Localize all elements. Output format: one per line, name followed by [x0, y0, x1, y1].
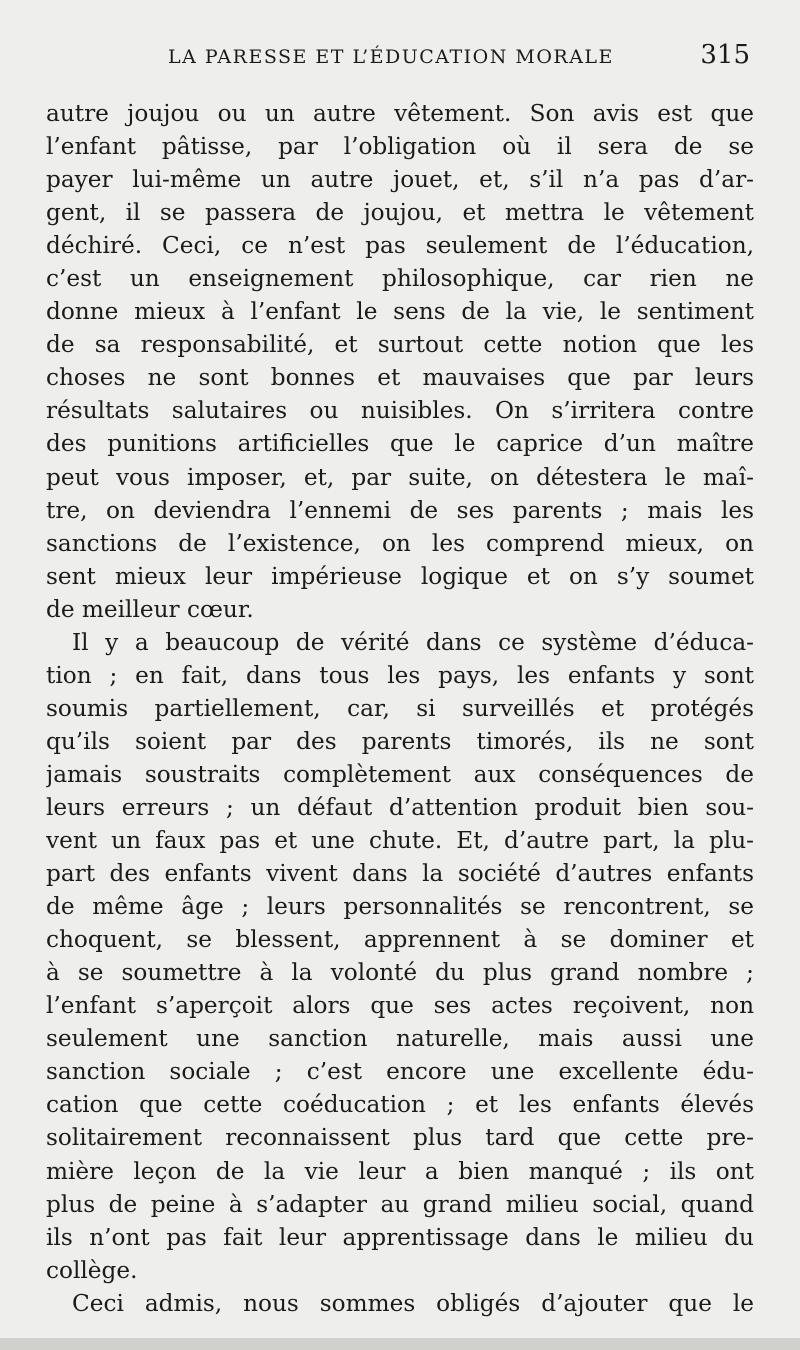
text-line: ils n’ont pas fait leur apprentissage dans le milieu du — [46, 1223, 754, 1251]
text-line: seulement une sanction naturelle, mais aussi une — [46, 1025, 754, 1053]
text-line: mière leçon de la vie leur a bien manqué ; ils ont — [46, 1157, 754, 1185]
text-line: à se soumettre à la volonté du plus grand nombre ; — [46, 959, 754, 987]
running-head: LA PARESSE ET L’ÉDUCATION MORALE — [168, 46, 614, 68]
text-line: part des enfants vivent dans la société d’autres enfants — [46, 860, 754, 888]
text-line: tre, on deviendra l’ennemi de ses parents ; mais les — [46, 496, 754, 524]
text-line: peut vous imposer, et, par suite, on détestera le maî- — [46, 463, 754, 491]
text-line: collège. — [46, 1256, 138, 1284]
paragraph-start-line: Il y a beaucoup de vérité dans ce système d’éduca- — [72, 628, 754, 656]
text-line: choses ne sont bonnes et mauvaises que par leurs — [46, 364, 754, 392]
text-line: gent, il se passera de joujou, et mettra le vêtement — [46, 199, 754, 227]
text-line: leurs erreurs ; un défaut d’attention produit bien sou- — [46, 793, 754, 821]
page-bottom-edge — [0, 1338, 800, 1350]
text-line: de meilleur cœur. — [46, 595, 254, 623]
page-header — [0, 40, 800, 76]
text-line: plus de peine à s’adapter au grand milieu social, quand — [46, 1190, 754, 1218]
text-line: tion ; en fait, dans tous les pays, les enfants y sont — [46, 661, 754, 689]
text-line: l’enfant s’aperçoit alors que ses actes reçoivent, non — [46, 992, 754, 1020]
page-number: 315 — [700, 40, 750, 70]
text-line: jamais soustraits complètement aux conséquences de — [46, 760, 754, 788]
text-line: solitairement reconnaissent plus tard que cette pre- — [46, 1124, 754, 1152]
text-line: soumis partiellement, car, si surveillés et protégés — [46, 694, 754, 722]
text-line: des punitions artificielles que le caprice d’un maître — [46, 430, 754, 458]
text-line: sanctions de l’existence, on les comprend mieux, on — [46, 529, 754, 557]
text-line: sanction sociale ; c’est encore une excellente édu- — [46, 1058, 754, 1086]
text-line: c’est un enseignement philosophique, car rien ne — [46, 265, 754, 293]
text-line: sent mieux leur impérieuse logique et on s’y soumet — [46, 562, 754, 590]
text-line: choquent, se blessent, apprennent à se dominer et — [46, 926, 754, 954]
text-line: de sa responsabilité, et surtout cette notion que les — [46, 331, 754, 359]
text-line: résultats salutaires ou nuisibles. On s’irritera contre — [46, 397, 754, 425]
text-line: cation que cette coéducation ; et les enfants élevés — [46, 1091, 754, 1119]
text-line: donne mieux à l’enfant le sens de la vie, le sentiment — [46, 298, 754, 326]
text-line: payer lui-même un autre jouet, et, s’il n’a pas d’ar- — [46, 166, 754, 194]
text-line: vent un faux pas et une chute. Et, d’autre part, la plu- — [46, 827, 754, 855]
paragraph-start-line: Ceci admis, nous sommes obligés d’ajouter que le — [72, 1289, 754, 1317]
body-text — [46, 97, 754, 1320]
text-line: qu’ils soient par des parents timorés, ils ne sont — [46, 727, 754, 755]
text-line: autre joujou ou un autre vêtement. Son avis est que — [46, 100, 754, 127]
text-line: déchiré. Ceci, ce n’est pas seulement de l’éducation, — [46, 232, 754, 260]
text-line: l’enfant pâtisse, par l’obligation où il sera de se — [46, 133, 754, 161]
text-line: de même âge ; leurs personnalités se rencontrent, se — [46, 893, 754, 921]
